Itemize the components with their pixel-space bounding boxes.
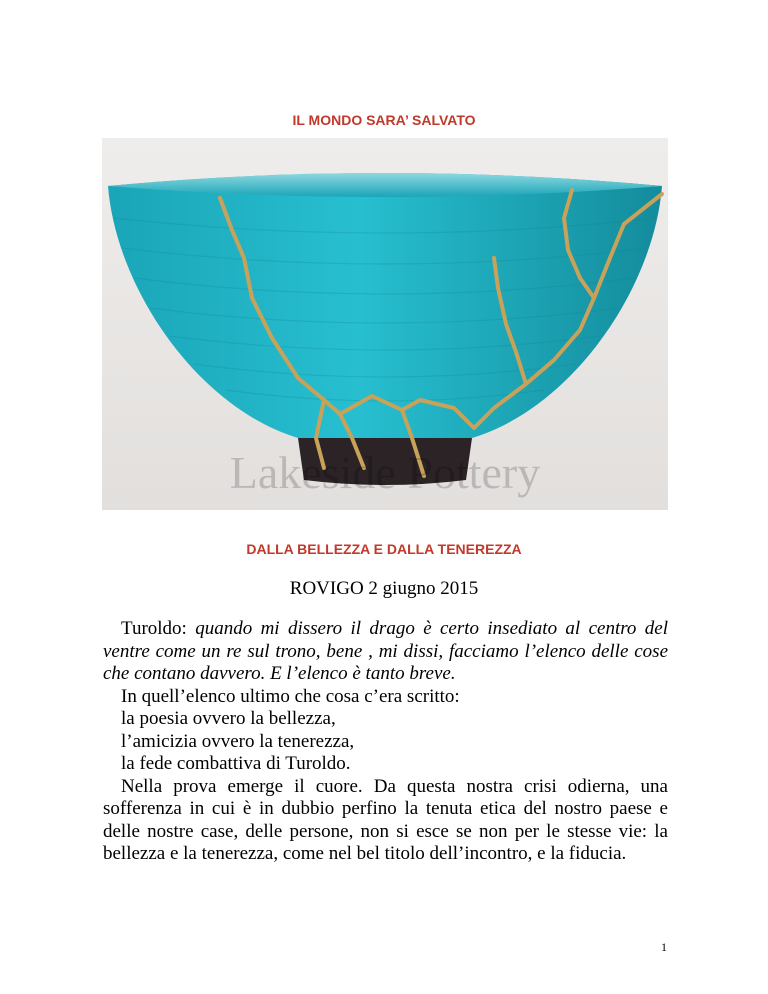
list-item: l’amicizia ovvero la tenerezza, xyxy=(121,730,355,752)
watermark-text: Lakeside Pottery xyxy=(229,447,541,498)
paragraph-reflection: Nella prova emerge il cuore. Da questa nostra crisi odierna, una sofferenza in cui è in dubbio perfino la tenuta etica del nostro paese e delle nostre case, delle persone, non si esce se non per le stesse vie: la bellezza e la tenerezza, come nel bel titolo dell’incontro, e la fiducia. xyxy=(103,775,668,864)
document-title: IL MONDO SARA’ SALVATO xyxy=(292,112,476,128)
paragraph-turoldo-quote xyxy=(103,618,668,686)
quote-text: quando mi dissero il drago è certo insediato al centro del ventre come un re sul trono, bene , mi dissi, facciamo l’elenco delle cose che contano davvero. E l’elenco è tanto breve. xyxy=(103,618,668,684)
body-text xyxy=(103,618,668,866)
page-number: 1 xyxy=(661,940,667,954)
list-item: la fede combattiva di Turoldo. xyxy=(121,753,351,774)
list-intro: In quell’elenco ultimo che cosa c’era scritto: xyxy=(121,685,460,707)
quote-attribution: Turoldo: xyxy=(121,618,196,639)
dateline: ROVIGO 2 giugno 2015 xyxy=(289,578,479,599)
kintsugi-bowl-photo xyxy=(102,138,668,510)
document-subtitle: DALLA BELLEZZA E DALLA TENEREZZA xyxy=(246,541,522,557)
list-item: la poesia ovvero la bellezza, xyxy=(121,708,336,729)
